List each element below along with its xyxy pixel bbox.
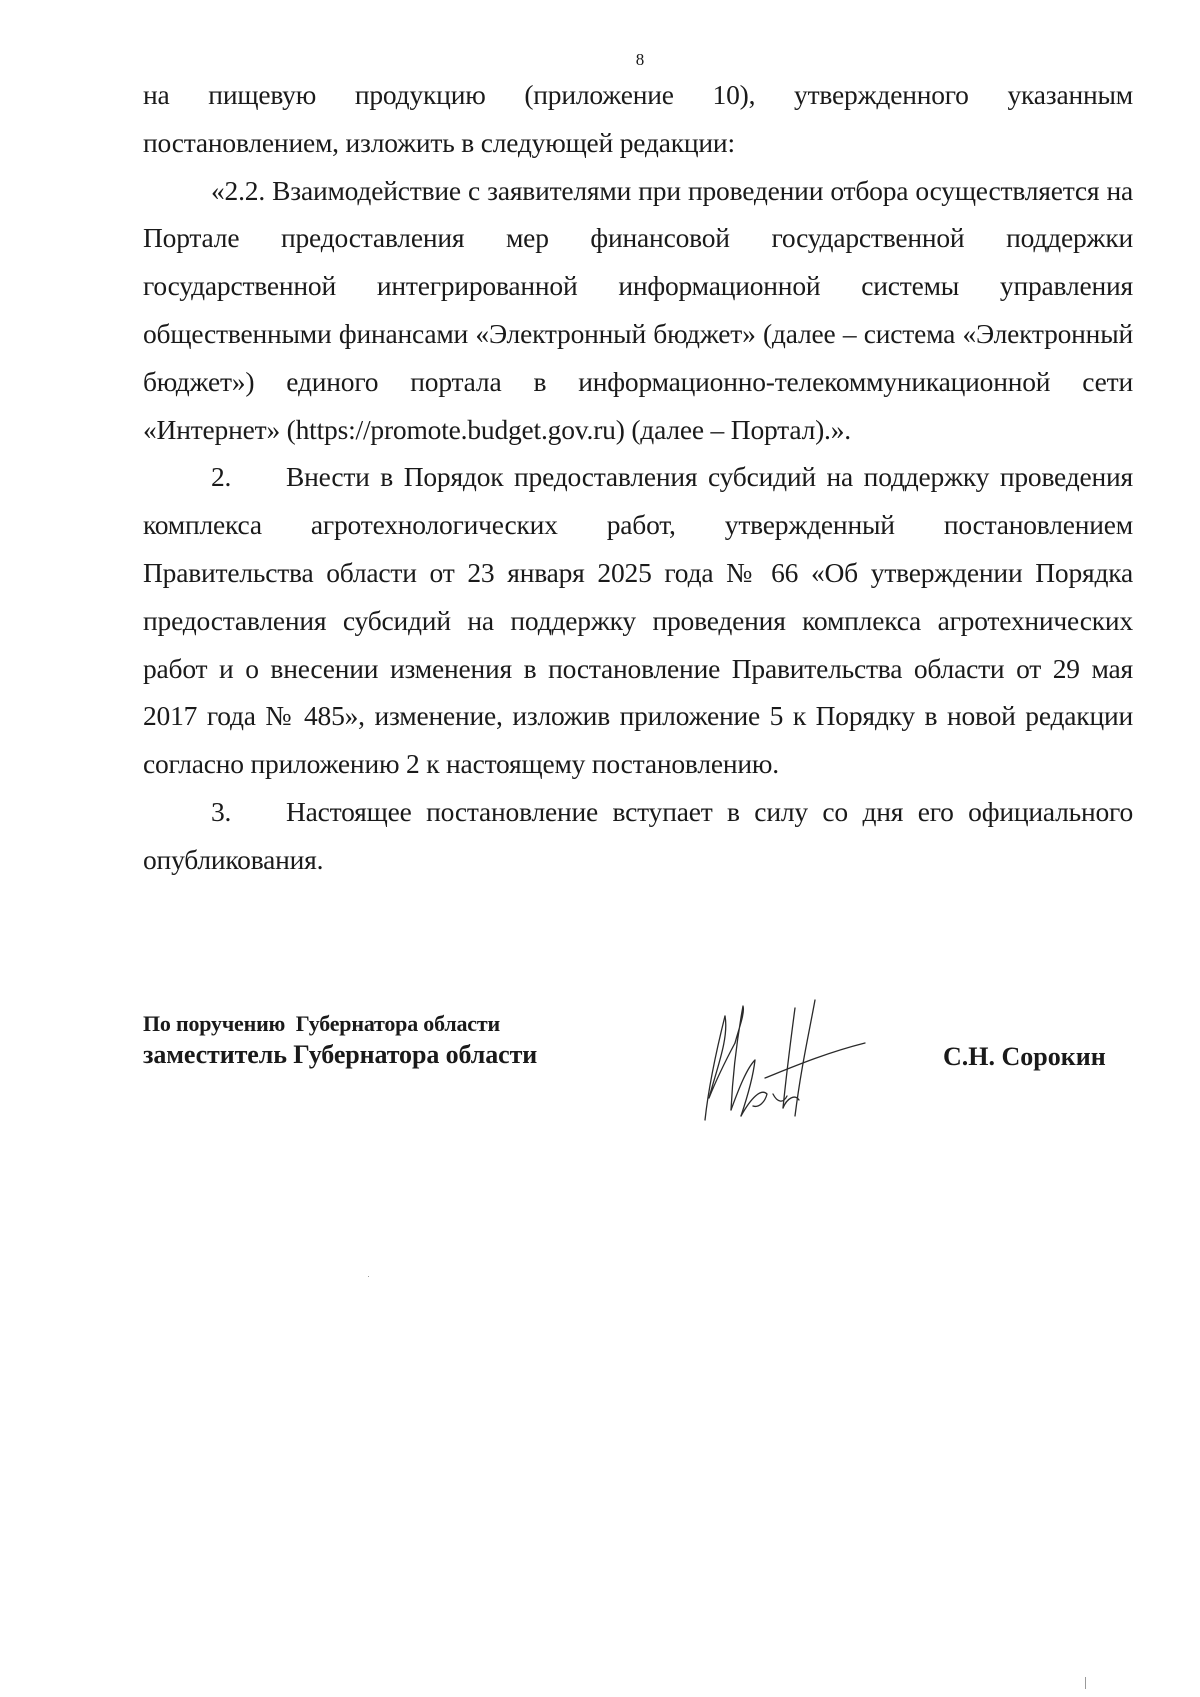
paragraph-continuation: на пищевую продукцию (приложение 10), утвержденного указанным постановлением, изложить в следующей редакции: <box>143 79 1133 158</box>
signatory-position-line: заместитель Губернатора области <box>143 1040 538 1069</box>
document-body <box>143 71 1133 884</box>
item-text: Внести в Порядок предоставления субсидий на поддержку проведения комплекса агротехнологических работ, утвержденный постановлением Правительства области от 23 января 2025 года № 66 «Об утверждении Порядка предоставления субсидий на поддержку проведения комплекса агротехнических работ и о внесении изменения в постановление Правительства области от 29 мая 2017 года № 485», изменение, изложив приложение 5 к Порядку в новой редакции согласно приложению 2 к настоящему постановлению. <box>143 461 1133 780</box>
numbered-item-2 <box>143 453 1133 788</box>
paragraph-quoted-clause: «2.2. Взаимодействие с заявителями при проведении отбора осуществляется на Портале предоставления мер финансовой государственной поддержки государственной интегрированной информационной системы управления общественными финансами «Электронный бюджет» (далее – система «Электронный бюджет») единого портала в информационно-телекоммуникационной сети «Интернет» (https://promote.budget.gov.ru) (далее – Портал).». <box>143 174 1133 445</box>
page-number: 8 <box>635 50 645 69</box>
item-number: 2. <box>211 461 232 493</box>
signatory-title-block <box>143 1010 537 1072</box>
handwritten-signature-icon <box>695 998 870 1128</box>
scan-speck <box>1085 1677 1086 1689</box>
item-text: Настоящее постановление вступает в силу со дня его официального опубликования. <box>143 795 1133 875</box>
item-number: 3. <box>211 795 232 827</box>
scan-speck <box>368 1276 369 1277</box>
signatory-authority-line: По поручению Губернатора области <box>143 1011 500 1036</box>
numbered-item-3 <box>143 788 1133 884</box>
signer-name: С.Н. Сорокин <box>943 1042 1106 1071</box>
